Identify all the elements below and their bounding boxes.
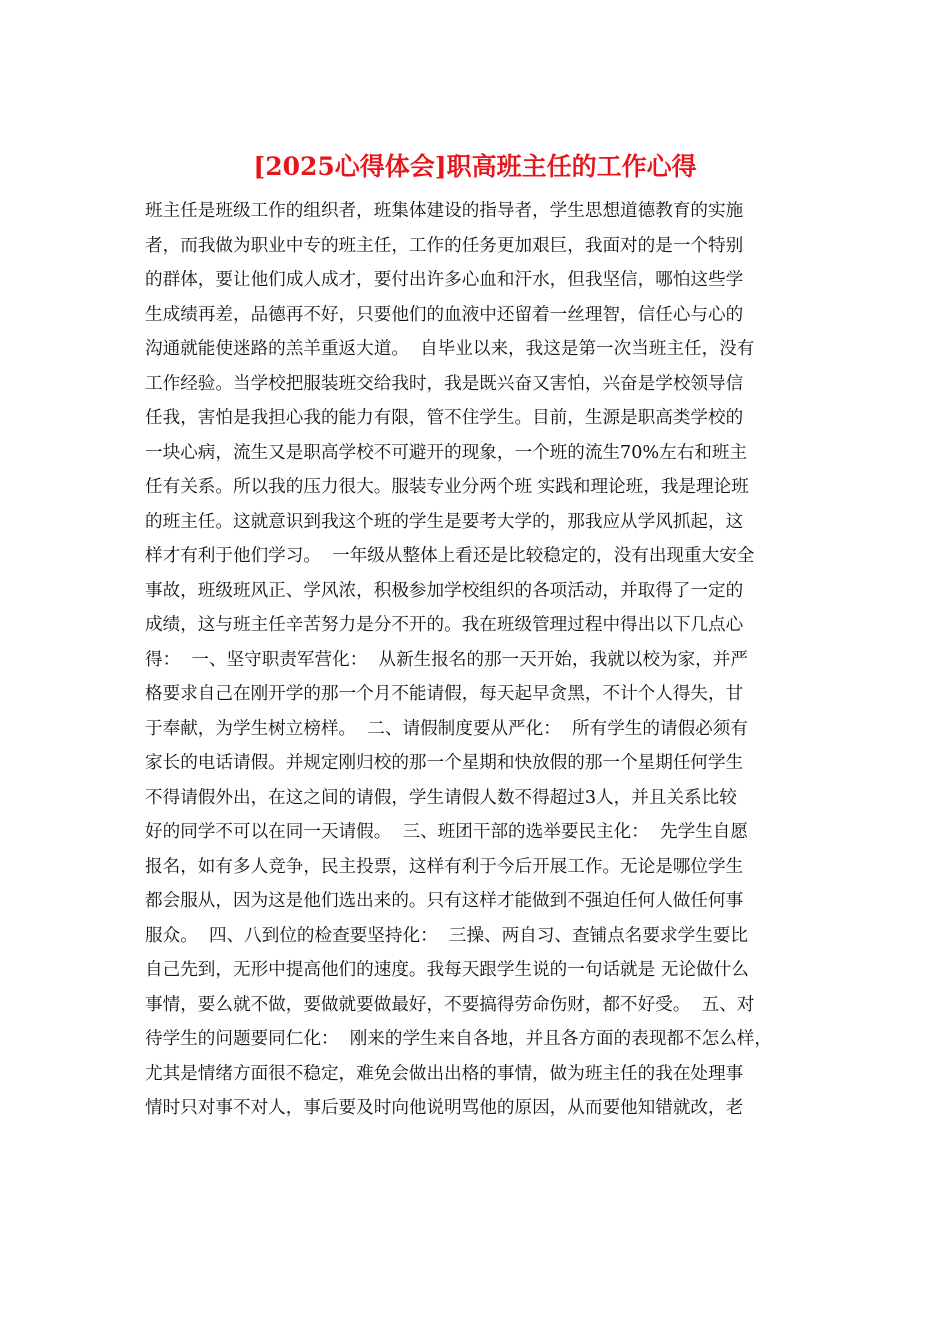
body-line-4: 生成绩再差，品德再不好，只要他们的血液中还留着一丝理智，信任心与心的 [145, 304, 744, 325]
body-line-16: 于奉献，为学生树立榜样。 二、请假制度要从严化： 所有学生的请假必须有 [145, 718, 748, 739]
body-line-23: 自己先到，无形中提高他们的速度。我每天跟学生说的一句话就是 无论做什么 [145, 960, 749, 980]
body-line-5: 沟通就能使迷路的羔羊重返大道。 自毕业以来，我这是第一次当班主任，没有 [145, 339, 755, 359]
body-line-10: 的班主任。这就意识到我这个班的学生是要考大学的，那我应从学风抓起，这 [145, 511, 744, 532]
document-title: [2025心得体会]职高班主任的工作心得 [253, 152, 697, 181]
body-line-19: 好的同学不可以在同一天请假。 三、班团干部的选举要民主化： 先学生自愿 [145, 822, 748, 842]
document-body [145, 194, 825, 1126]
body-line-2: 者，而我做为职业中专的班主任，工作的任务更加艰巨，我面对的是一个特别 [145, 235, 744, 256]
body-line-13: 成绩，这与班主任辛苦努力是分不开的。我在班级管理过程中得出以下几点心 [145, 615, 744, 635]
body-line-15: 格要求自己在刚开学的那一个月不能请假，每天起早贪黑，不计个人得失，甘 [145, 684, 744, 704]
body-line-9: 任有关系。所以我的压力很大。服装专业分两个班 实践和理论班，我是理论班 [145, 477, 749, 497]
body-line-17: 家长的电话请假。并规定刚归校的那一个星期和快放假的那一个星期任何学生 [145, 753, 744, 773]
body-line-26: 尤其是情绪方面很不稳定，难免会做出出格的事情，做为班主任的我在处理事 [145, 1063, 744, 1084]
body-line-8: 一块心病，流生又是职高学校不可避开的现象，一个班的流生70%左右和班主 [145, 442, 748, 463]
body-line-25: 待学生的问题要同仁化： 刚来的学生来自各地，并且各方面的表现都不怎么样， [145, 1029, 772, 1049]
body-line-6: 工作经验。当学校把服装班交给我时，我是既兴奋又害怕，兴奋是学校领导信 [145, 373, 744, 394]
body-line-18: 不得请假外出，在这之间的请假，学生请假人数不得超过3人，并且关系比较 [145, 787, 737, 808]
body-line-21: 都会服从，因为这是他们选出来的。只有这样才能做到不强迫任何人做任何事 [145, 891, 744, 911]
body-line-11: 样才有利于他们学习。 一年级从整体上看还是比较稳定的，没有出现重大安全 [145, 546, 755, 566]
body-line-20: 报名，如有多人竞争，民主投票，这样有利于今后开展工作。无论是哪位学生 [145, 856, 744, 877]
body-line-12: 事故，班级班风正、学风浓，积极参加学校组织的各项活动，并取得了一定的 [145, 580, 744, 601]
body-line-3: 的群体，要让他们成人成才，要付出许多心血和汗水，但我坚信，哪怕这些学 [145, 270, 744, 290]
body-line-7: 任我，害怕是我担心我的能力有限，管不住学生。目前，生源是职高类学校的 [145, 408, 744, 428]
body-line-24: 事情，要么就不做，要做就要做最好，不要搞得劳命伤财，都不好受。 五、对 [145, 994, 755, 1015]
body-line-1: 班主任是班级工作的组织者，班集体建设的指导者，学生思想道德教育的实施 [145, 201, 744, 221]
body-line-27: 情时只对事不对人，事后要及时向他说明骂他的原因，从而要他知错就改，老 [145, 1098, 744, 1118]
body-line-22: 服众。 四、八到位的检查要坚持化： 三操、两自习、查铺点名要求学生要比 [145, 925, 748, 946]
body-line-14: 得： 一、坚守职责军营化： 从新生报名的那一天开始，我就以校为家，并严 [145, 649, 748, 670]
